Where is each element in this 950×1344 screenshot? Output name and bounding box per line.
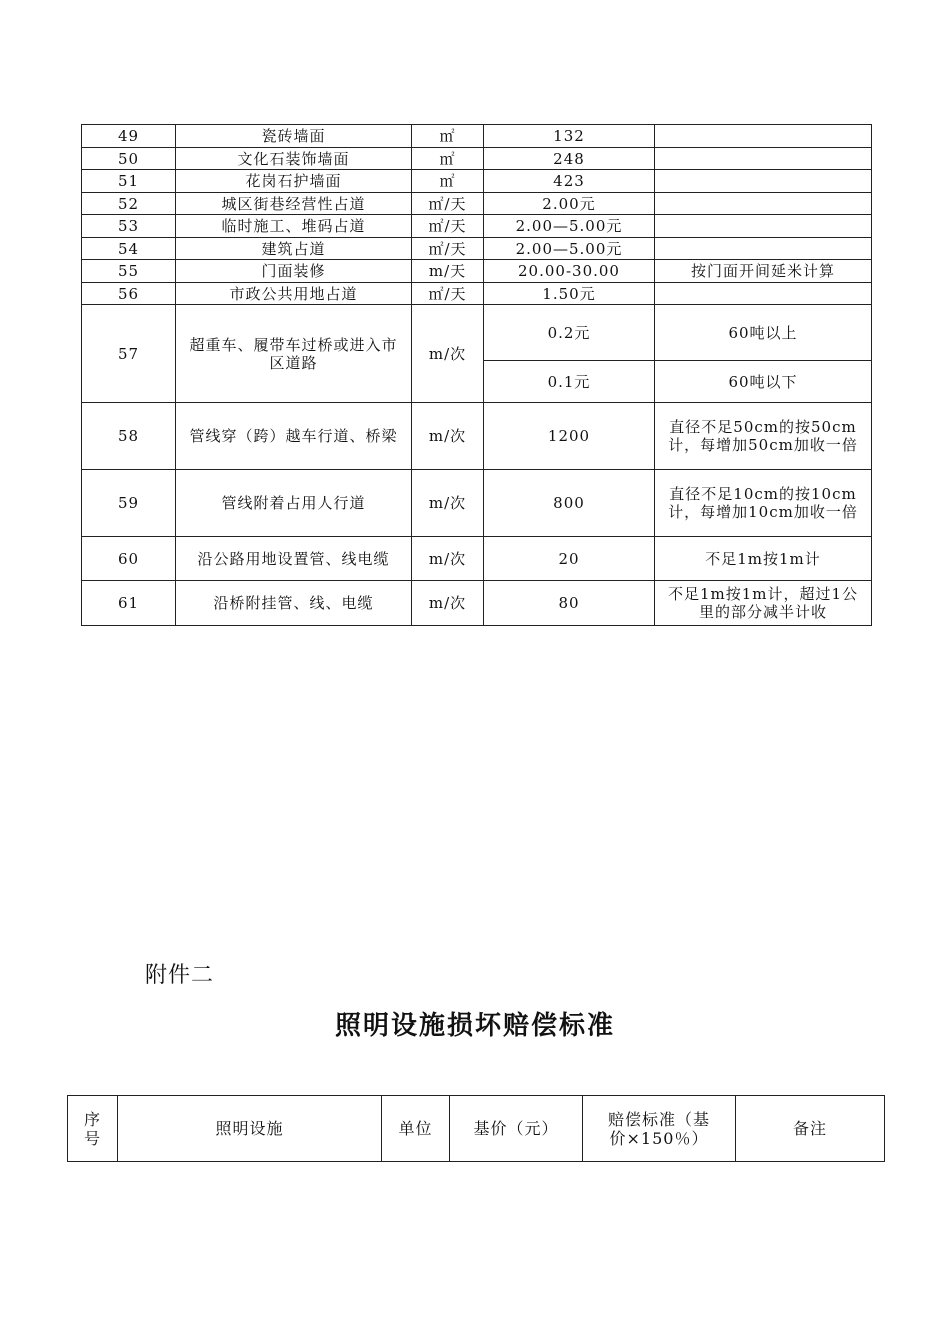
table-row: [82, 193, 872, 215]
row-unit: m/天: [412, 260, 484, 283]
row-item: 超重车、履带车过桥或进入市区道路: [176, 305, 412, 403]
row-unit: m/次: [412, 305, 484, 403]
table-row: [82, 215, 872, 238]
row-item: 文化石装饰墙面: [176, 148, 412, 170]
table-row: [82, 283, 872, 305]
row-price: 2.00元: [484, 193, 655, 215]
row-note: [655, 215, 872, 238]
row-item: 管线穿（跨）越车行道、桥梁: [176, 403, 412, 470]
row-no: 54: [82, 238, 176, 260]
row-note: [655, 283, 872, 305]
header-base-price: 基价（元）: [450, 1096, 583, 1162]
row-no: 59: [82, 470, 176, 537]
row-item: 市政公共用地占道: [176, 283, 412, 305]
document-title: 照明设施损坏赔偿标准: [334, 1011, 615, 1041]
row-price: 800: [484, 470, 655, 537]
row-no: 58: [82, 403, 176, 470]
row-unit: m/次: [412, 403, 484, 470]
row-unit: ㎡: [412, 125, 484, 148]
row-price: 0.1元: [484, 361, 655, 403]
row-note: [655, 170, 872, 193]
row-price: 20: [484, 537, 655, 581]
row-item: 瓷砖墙面: [176, 125, 412, 148]
row-price: 1.50元: [484, 283, 655, 305]
row-price: 2.00—5.00元: [484, 215, 655, 238]
row-item: 沿公路用地设置管、线电缆: [176, 537, 412, 581]
header-unit: 单位: [382, 1096, 450, 1162]
row-note: [655, 193, 872, 215]
row-price: 423: [484, 170, 655, 193]
table-row: [82, 260, 872, 283]
row-price: 80: [484, 581, 655, 626]
row-no: 55: [82, 260, 176, 283]
row-note: 不足1m按1m计: [655, 537, 872, 581]
row-note: 不足1m按1m计，超过1公里的部分减半计收: [655, 581, 872, 626]
table-row: [82, 537, 872, 581]
row-no: 53: [82, 215, 176, 238]
row-item: 城区街巷经营性占道: [176, 193, 412, 215]
row-note: [655, 125, 872, 148]
fee-table: [81, 124, 872, 626]
row-no: 49: [82, 125, 176, 148]
table-row: [82, 403, 872, 470]
row-item: 建筑占道: [176, 238, 412, 260]
row-note: 直径不足50cm的按50cm计，每增加50cm加收一倍: [655, 403, 872, 470]
row-item: 门面装修: [176, 260, 412, 283]
table-row: [82, 170, 872, 193]
lighting-table: [67, 1095, 885, 1162]
row-note: [655, 148, 872, 170]
row-item: 沿桥附挂管、线、电缆: [176, 581, 412, 626]
fee-table-body-b: [82, 403, 872, 626]
row-no: 50: [82, 148, 176, 170]
row-no: 61: [82, 581, 176, 626]
row-unit: m/次: [412, 537, 484, 581]
row-note: 60吨以下: [655, 361, 872, 403]
table-row: [82, 305, 872, 361]
row-price: 1200: [484, 403, 655, 470]
row-no: 57: [82, 305, 176, 403]
row-note: 直径不足10cm的按10cm计，每增加10cm加收一倍: [655, 470, 872, 537]
fee-table-row57: [82, 305, 872, 403]
row-item: 临时施工、堆码占道: [176, 215, 412, 238]
row-unit: m/次: [412, 470, 484, 537]
table-row: [82, 581, 872, 626]
attachment-label: 附件二: [145, 963, 215, 988]
row-price: 0.2元: [484, 305, 655, 361]
fee-table-body-a: [82, 125, 872, 305]
header-facility: 照明设施: [118, 1096, 382, 1162]
row-note: 60吨以上: [655, 305, 872, 361]
row-price: 132: [484, 125, 655, 148]
table-row: [82, 125, 872, 148]
header-note: 备注: [736, 1096, 885, 1162]
row-unit: m/次: [412, 581, 484, 626]
row-note: [655, 238, 872, 260]
row-no: 56: [82, 283, 176, 305]
row-price: 2.00—5.00元: [484, 238, 655, 260]
table-row: [82, 470, 872, 537]
table-row: [82, 238, 872, 260]
row-item: 管线附着占用人行道: [176, 470, 412, 537]
row-price: 248: [484, 148, 655, 170]
row-unit: ㎡/天: [412, 193, 484, 215]
row-item: 花岗石护墙面: [176, 170, 412, 193]
row-no: 60: [82, 537, 176, 581]
row-unit: ㎡: [412, 148, 484, 170]
row-unit: ㎡/天: [412, 283, 484, 305]
row-no: 52: [82, 193, 176, 215]
header-compensation: 赔偿标准（基价×150％）: [583, 1096, 736, 1162]
row-unit: ㎡: [412, 170, 484, 193]
row-price: 20.00-30.00: [484, 260, 655, 283]
row-unit: ㎡/天: [412, 238, 484, 260]
table-row: [82, 148, 872, 170]
table-header-row: [68, 1096, 885, 1162]
row-note: 按门面开间延米计算: [655, 260, 872, 283]
header-no: 序号: [68, 1096, 118, 1162]
row-unit: ㎡/天: [412, 215, 484, 238]
row-no: 51: [82, 170, 176, 193]
